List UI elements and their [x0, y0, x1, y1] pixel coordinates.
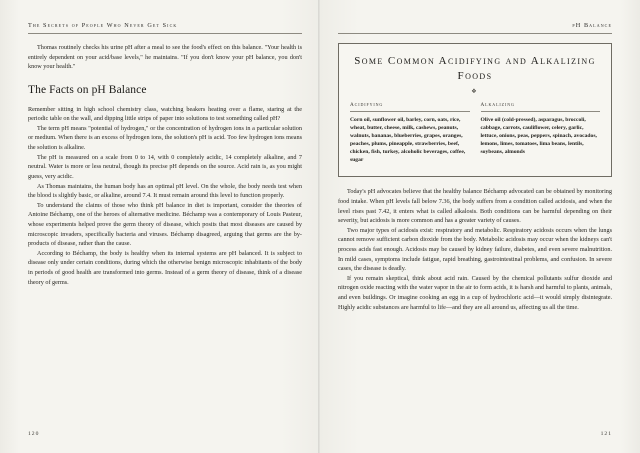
ornament-icon: ❖	[471, 88, 479, 95]
page-number-right: 121	[600, 431, 612, 437]
left-page-body	[28, 43, 302, 287]
page-number-left: 120	[28, 431, 40, 437]
running-head-right: pH Balance	[338, 22, 612, 34]
right-page-body	[338, 187, 612, 312]
sidebar-columns	[350, 102, 600, 165]
paragraph: Two major types of acidosis exist: respiratory and metabolic. Respiratory acidosis occurs when the lungs cannot remove sufficient carbon dioxide from the body. Metabolic acidosis may occur when the kidneys can't process acids fast enough. Acidosis may be caused by kidney failure, diabetes, and even severe malnutrition. In mild cases, symptoms include fatigue, rapid breathing, gastrointestinal problems, and confusion. In severe cases, the disease is deadly.	[338, 226, 612, 273]
sidebar-food-box	[338, 43, 612, 177]
paragraph: If you remain skeptical, think about acid rain. Caused by the chemical pollutants sulfur dioxide and nitrogen oxide reacting with the water vapor in the air to form acids, it is harsh and harmful to plants, animals, and even buildings. Or imagine cooking an egg in a cup of hydrochloric acid—it would simply disintegrate. Highly acidic substances are harmful to life—and they are all around us, affecting us all the time.	[338, 274, 612, 311]
column-items: Olive oil (cold-pressed), asparagus, broccoli, cabbage, carrots, cauliflower, celery, garlic, lettuce, onions, peas, peppers, spinach, avocados, lemons, limes, tomatoes, lima beans, lentils, soybeans, almonds	[480, 116, 597, 156]
paragraph: To understand the claims of those who think pH balance in diet is important, consider the theories of Antoine Béchamp, one of the heroes of alternative medicine. Béchamp was a contemporary of Louis Pasteur, whose experiments helped prove the germ theory of disease, which posits that most diseases are caused by microscopic invaders, specifically bacteria and viruses. Béchamp disagreed, arguing that germs are the by-products of disease, rather than the cause.	[28, 201, 302, 248]
paragraph: The pH is measured on a scale from 0 to 14, with 0 completely acidic, 14 completely alkaline, and 7 neutral. Water is more or less neutral, though its precise pH depends on the source. Acid rain is, as you might guess, very acidic.	[28, 153, 302, 180]
column-items: Corn oil, sunflower oil, barley, corn, oats, rice, wheat, butter, cheese, milk, cashews, peanuts, walnuts, bananas, blueberries, grapes, oranges, peaches, plums, pineapple, strawberries, beef, chicken, fish, turkey, alcoholic beverages, coffee, sugar	[350, 116, 466, 164]
sidebar-column-alkalizing	[481, 102, 601, 165]
paragraph: Today's pH advocates believe that the healthy balance Béchamp advocated can be obtained by monitoring food intake. When pH levels fall below 7.36, the body suffers from a condition called acidosis, and when the level rises past 7.42, it enters what is called alkalosis. Both conditions can be harmful depending on their severity, but acidosis is more common and has a greater variety of causes.	[338, 188, 612, 225]
column-heading: Acidifying	[350, 102, 470, 112]
paragraph: Remember sitting in high school chemistry class, watching beakers heating over a flame, staring at the periodic table on the wall, and dipping little strips of paper into solutions to test something called pH?	[28, 105, 302, 123]
paragraph: Thomas routinely checks his urine pH after a meal to see the food's effect on this balance. "Your health is entirely dependent on your acid/base levels," he maintains. "If you don't know your pH balance, you don't know your health."	[28, 44, 302, 71]
running-head-left: The Secrets of People Who Never Get Sick	[28, 22, 302, 34]
right-page	[320, 0, 640, 453]
paragraph: According to Béchamp, the body is healthy when its internal systems are pH balanced. It is subject to disease only under certain conditions, during which the otherwise benign microscopic inhabitants of the body in periods of good health are transformed into germs. Instead of a germ theory of disease, think of a disease theory of germs.	[28, 249, 302, 286]
sidebar-title: Some Common Acidifying and Alkalizing Foods	[354, 55, 596, 82]
paragraph: The term pH means "potential of hydrogen," or the concentration of hydrogen ions in a particular solution or medium. When there is an excess of hydrogen ions, the solution's pH is acid. Too few hydrogen ions means the solution is alkaline.	[28, 124, 302, 152]
paragraph: As Thomas maintains, the human body has an optimal pH level. On the whole, the body needs test when the blood is slightly basic, or alkaline, around 7.4. It must remain around this level to function properly.	[28, 182, 302, 200]
column-heading: Alkalizing	[481, 102, 601, 112]
section-title: The Facts on pH Balance	[28, 83, 147, 96]
sidebar-column-acidifying	[350, 102, 470, 165]
